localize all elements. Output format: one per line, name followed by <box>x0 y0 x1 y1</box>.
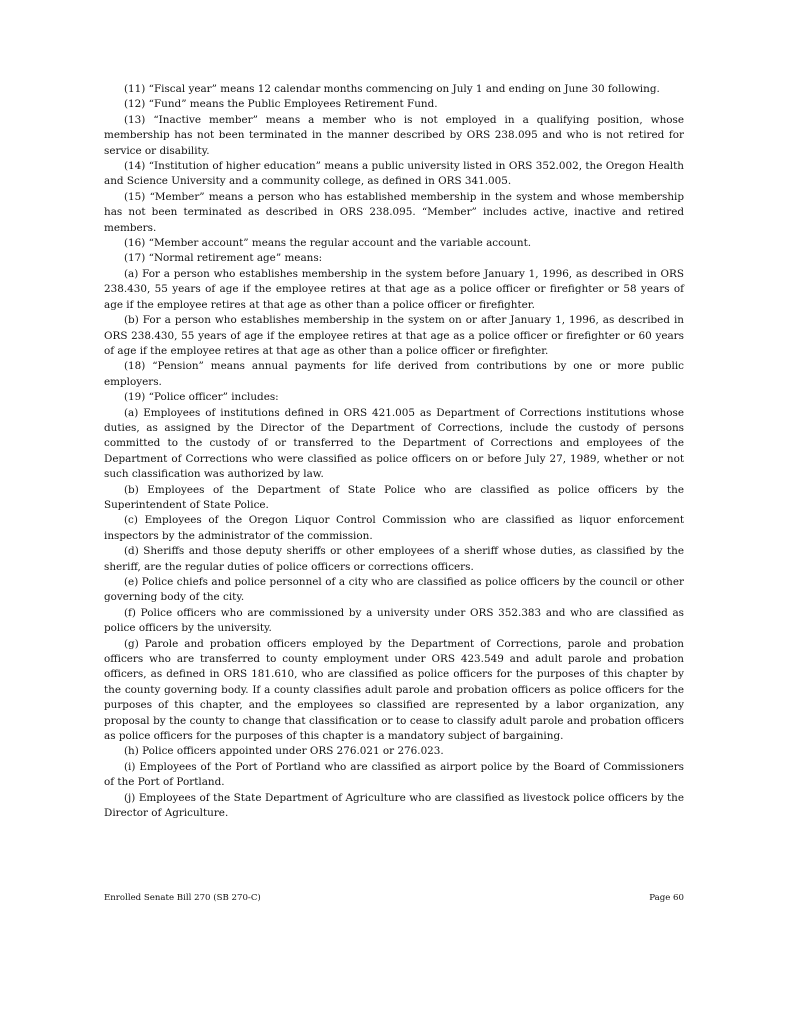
paragraph-18-pension: (18) “Pension” means annual payments for life derived from contributions by one or more public employers. <box>104 360 684 388</box>
paragraph-19c: (c) Employees of the Oregon Liquor Control Commission who are classified as liquor enforcement inspectors by the administrator of the commission. <box>104 514 684 542</box>
paragraph-19-police-officer: (19) “Police officer” includes: <box>124 391 279 404</box>
document-body <box>104 82 684 822</box>
paragraph-19b: (b) Employees of the Department of State Police who are classified as police officers by the Superintendent of State Police. <box>104 483 684 511</box>
page-number: Page 60 <box>649 893 684 903</box>
paragraph-16-member-account: (16) “Member account” means the regular account and the variable account. <box>124 237 532 250</box>
paragraph-19g: (g) Parole and probation officers employed by the Department of Corrections, parole and probation officers who are transferred to county employment under ORS 423.549 and adult parole and probation officers, as defined in ORS 181.610, who are classified as police officers for the purposes of this chapter by the county governing body. If a county classifies adult parole and probation officers as police officers for the purposes of this chapter, and the employees so classified are represented by a labor organization, any proposal by the county to change that classification or to cease to classify adult parole and probation officers as police officers for the purposes of this chapter is a mandatory subject of bargaining. <box>104 637 684 743</box>
paragraph-17a: (a) For a person who establishes membership in the system before January 1, 1996, as described in ORS 238.430, 55 years of age if the employee retires at that age as a police officer or firefighter or 58 years of age if the employee retires at that age as other than a police officer or firefighter. <box>104 267 684 311</box>
paragraph-14-institution: (14) “Institution of higher education” means a public university listed in ORS 352.002, the Oregon Health and Science University and a community college, as defined in ORS 341.005. <box>104 160 684 188</box>
paragraph-19h: (h) Police officers appointed under ORS 276.021 or 276.023. <box>124 745 444 758</box>
paragraph-12-fund: (12) “Fund” means the Public Employees Retirement Fund. <box>124 98 438 111</box>
bill-identifier: Enrolled Senate Bill 270 (SB 270-C) <box>104 893 261 903</box>
page-footer <box>104 893 684 903</box>
paragraph-19f: (f) Police officers who are commissioned by a university under ORS 352.383 and who are classified as police officers by the university. <box>104 606 684 635</box>
paragraph-19d: (d) Sheriffs and those deputy sheriffs or other employees of a sheriff whose duties, as classified by the sheriff, are the regular duties of police officers or corrections officers. <box>104 545 684 573</box>
paragraph-19i: (i) Employees of the Port of Portland who are classified as airport police by the Board of Commissioners of the Port of Portland. <box>104 760 684 789</box>
paragraph-17-normal-retirement-age: (17) “Normal retirement age” means: <box>124 252 323 265</box>
paragraph-19e: (e) Police chiefs and police personnel of a city who are classified as police officers by the council or other governing body of the city. <box>104 576 684 604</box>
paragraph-11-fiscal-year: (11) “Fiscal year” means 12 calendar months commencing on July 1 and ending on June 30 following. <box>124 83 660 95</box>
paragraph-19a: (a) Employees of institutions defined in ORS 421.005 as Department of Corrections institutions whose duties, as assigned by the Director of the Department of Corrections, include the custody of persons committed to the custody of or transferred to the Department of Corrections and employees of the Department of Corrections who were classified as police officers on or before July 27, 1989, whether or not such classification was authorized by law. <box>104 406 684 481</box>
paragraph-17b: (b) For a person who establishes membership in the system on or after January 1, 1996, as described in ORS 238.430, 55 years of age if the employee retires at that age as a police officer or firefighter or 60 years of age if the employee retires at that age as other than a police officer or firefighter. <box>104 314 684 357</box>
paragraph-13-inactive-member: (13) “Inactive member” means a member who is not employed in a qualifying position, whose membership has not been terminated in the manner described by ORS 238.095 and who is not retired for service or disability. <box>104 113 684 157</box>
paragraph-19j: (j) Employees of the State Department of Agriculture who are classified as livestock police officers by the Director of Agriculture. <box>104 791 684 820</box>
paragraph-15-member: (15) “Member” means a person who has established membership in the system and whose membership has not been terminated as described in ORS 238.095. “Member” includes active, inactive and retired members. <box>104 190 684 234</box>
